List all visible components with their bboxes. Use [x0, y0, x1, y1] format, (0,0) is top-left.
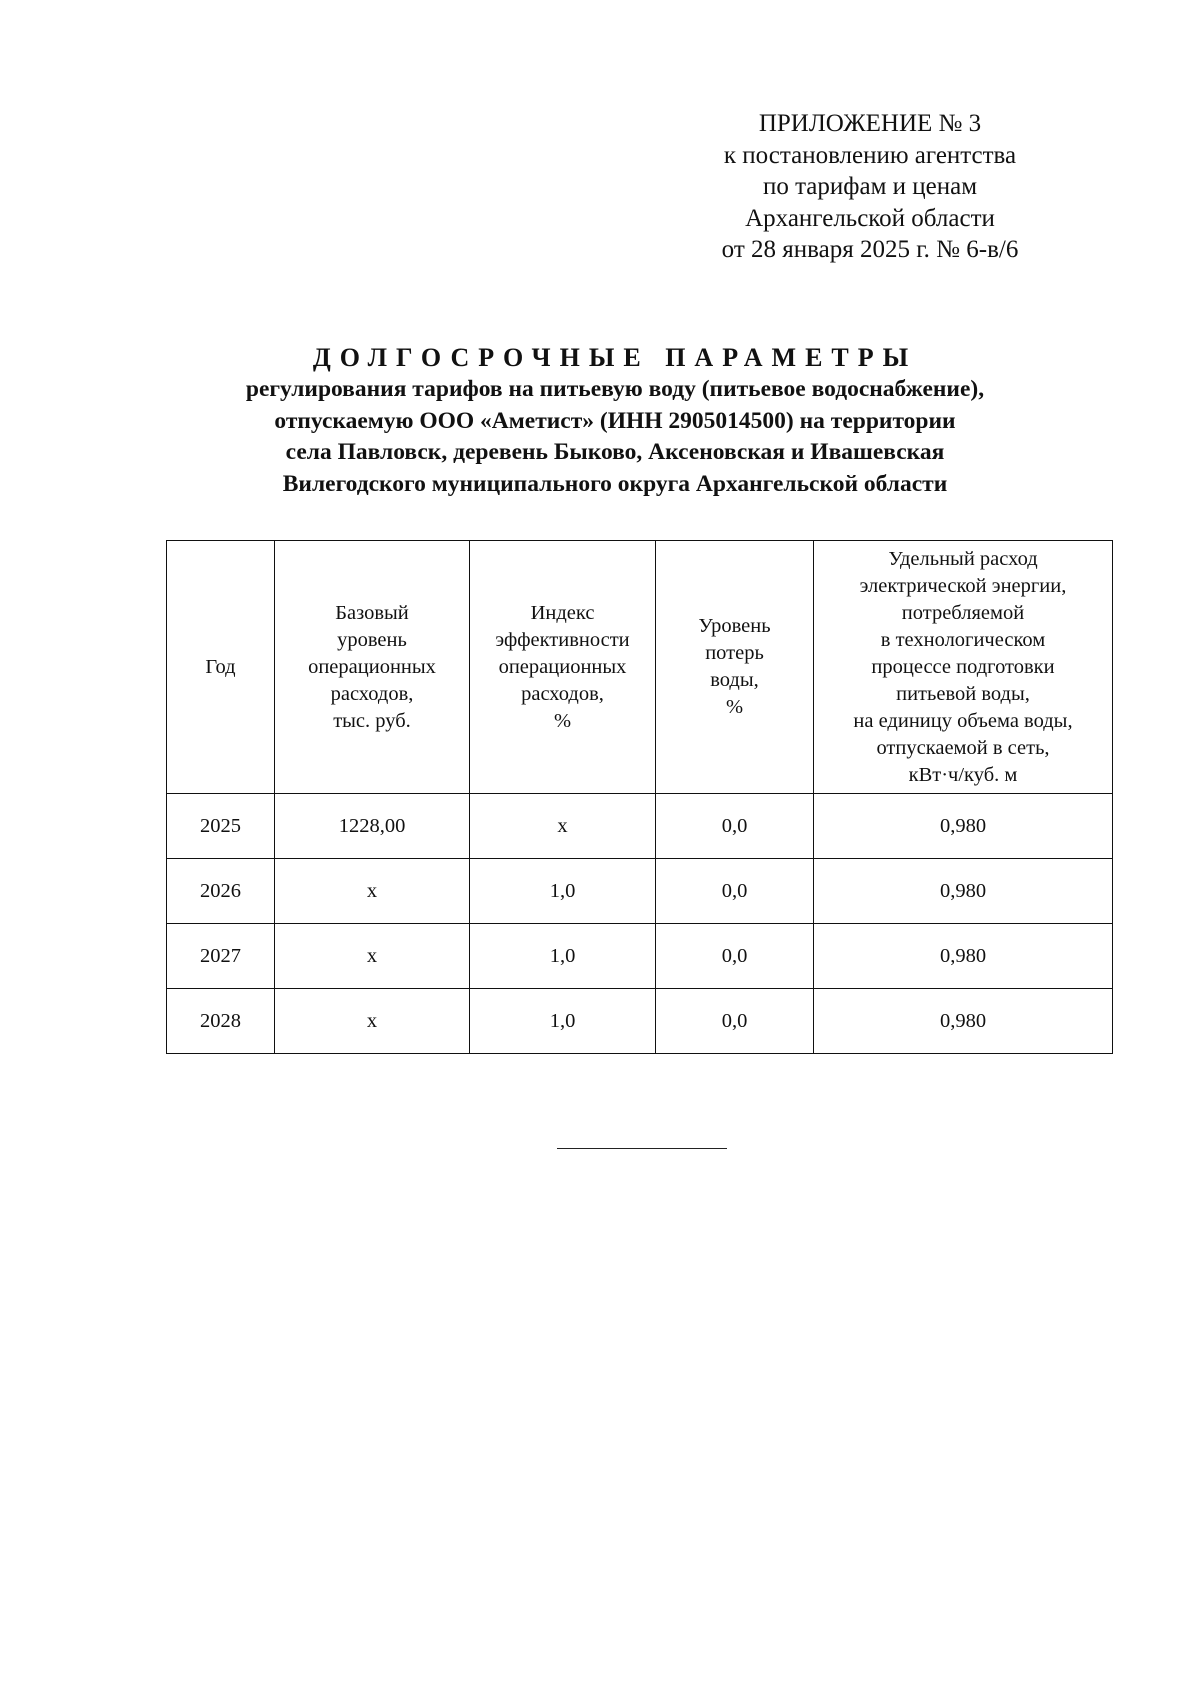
- header-text-line: эффективности: [495, 628, 630, 651]
- header-energy-consumption: [814, 541, 1113, 794]
- header-efficiency-index: [470, 541, 656, 794]
- subtitle-line: отпускаемую ООО «Аметист» (ИНН 2905014500) на территории: [274, 407, 956, 434]
- cell-efficiency-index: х: [470, 794, 656, 859]
- cell-efficiency-index: 1,0: [470, 924, 656, 989]
- header-text-line: потерь: [705, 642, 764, 664]
- appendix-reference: [690, 108, 1050, 266]
- header-base-opex: [275, 541, 470, 794]
- header-text-line: на единицу объема воды,: [853, 709, 1073, 732]
- cell-energy-consumption: 0,980: [814, 924, 1113, 989]
- document-subtitle: [150, 374, 1080, 500]
- document-title: ДОЛГОСРОЧНЫЕ ПАРАМЕТРЫ: [312, 343, 918, 372]
- header-text-line: кВт·ч/куб. м: [908, 763, 1018, 786]
- header-text-line: Уровень: [698, 615, 771, 637]
- cell-water-loss: 0,0: [656, 859, 814, 924]
- table-header-row: [167, 541, 1113, 794]
- header-text-line: Индекс: [530, 601, 595, 624]
- header-text-line: воды,: [710, 669, 759, 691]
- header-text-line: питьевой воды,: [896, 682, 1030, 705]
- header-year: [167, 541, 275, 794]
- header-text-line: %: [553, 709, 572, 732]
- header-text-line: %: [725, 696, 744, 718]
- header-text-line: потребляемой: [901, 601, 1025, 624]
- cell-energy-consumption: 0,980: [814, 794, 1113, 859]
- cell-year: 2025: [167, 794, 275, 859]
- cell-efficiency-index: 1,0: [470, 989, 656, 1054]
- header-text-line: операционных: [308, 655, 436, 678]
- cell-year: 2028: [167, 989, 275, 1054]
- appendix-line: к постановлению агентства: [723, 141, 1017, 169]
- header-water-loss: [656, 541, 814, 794]
- header-text-line: расходов,: [521, 682, 604, 705]
- subtitle-line: регулирования тарифов на питьевую воду (питьевое водоснабжение),: [245, 376, 985, 402]
- header-text-line: процессе подготовки: [871, 655, 1055, 678]
- header-text-line: Год: [205, 655, 236, 678]
- appendix-line: Архангельской области: [745, 204, 995, 232]
- table-row: [167, 859, 1113, 924]
- cell-year: 2026: [167, 859, 275, 924]
- header-text-line: тыс. руб.: [333, 709, 411, 732]
- end-divider: [557, 1148, 727, 1149]
- parameters-table: [166, 540, 1113, 1054]
- header-text-line: в технологическом: [880, 628, 1046, 651]
- document-title-block: [150, 342, 1080, 500]
- appendix-date-number: от 28 января 2025 г. № 6-в/6: [721, 236, 1019, 263]
- cell-energy-consumption: 0,980: [814, 989, 1113, 1054]
- table-row: [167, 989, 1113, 1054]
- header-text-line: уровень: [337, 628, 407, 651]
- header-text-line: операционных: [498, 655, 627, 678]
- header-text-line: Базовый: [335, 601, 409, 624]
- table-row: [167, 924, 1113, 989]
- header-text-line: электрической энергии,: [859, 574, 1067, 597]
- subtitle-line: Вилегодского муниципального округа Архангельской области: [282, 470, 948, 497]
- cell-base-opex: х: [275, 859, 470, 924]
- cell-base-opex: 1228,00: [275, 794, 470, 859]
- subtitle-line: села Павловск, деревень Быково, Аксеновская и Ивашевская: [285, 439, 945, 465]
- cell-water-loss: 0,0: [656, 989, 814, 1054]
- cell-base-opex: х: [275, 989, 470, 1054]
- cell-efficiency-index: 1,0: [470, 859, 656, 924]
- table-row: [167, 794, 1113, 859]
- appendix-line: по тарифам и ценам: [762, 173, 978, 200]
- cell-base-opex: х: [275, 924, 470, 989]
- appendix-title: ПРИЛОЖЕНИЕ № 3: [758, 110, 982, 137]
- cell-energy-consumption: 0,980: [814, 859, 1113, 924]
- cell-water-loss: 0,0: [656, 924, 814, 989]
- cell-water-loss: 0,0: [656, 794, 814, 859]
- header-text-line: Удельный расход: [888, 547, 1038, 570]
- header-text-line: отпускаемой в сеть,: [876, 736, 1050, 759]
- cell-year: 2027: [167, 924, 275, 989]
- header-text-line: расходов,: [330, 682, 414, 705]
